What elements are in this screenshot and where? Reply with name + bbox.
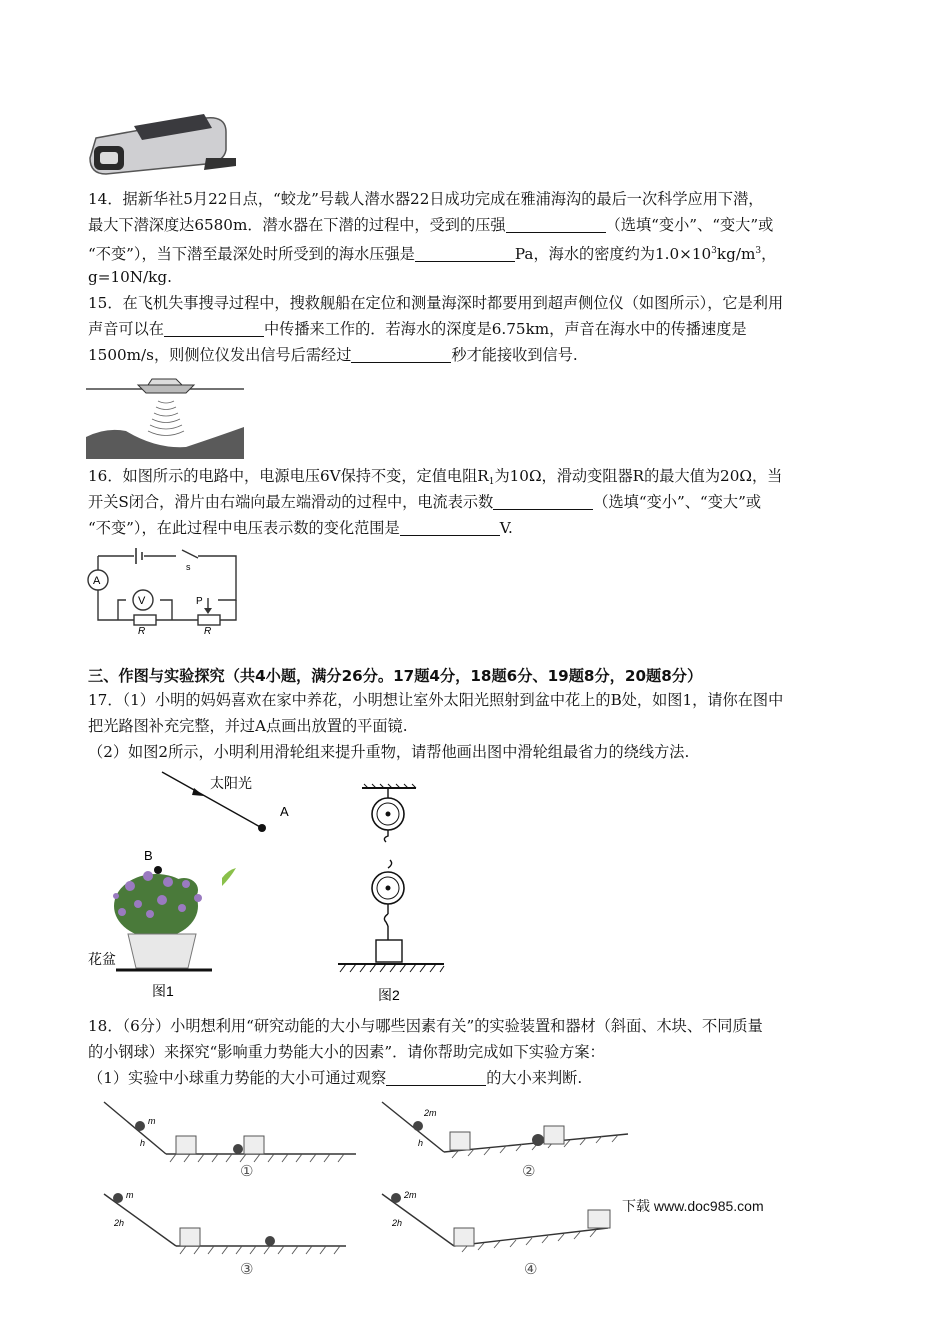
q14-blank-pa[interactable] <box>415 245 515 262</box>
q18-blank-observe[interactable] <box>386 1069 486 1086</box>
q15-line3: 1500m/s，则侧位仪发出信号后需经过 秒才能接收到信号. <box>88 346 578 364</box>
point-b-label: B <box>144 848 153 863</box>
svg-text:m: m <box>148 1116 156 1126</box>
q18-line1: 18．（6分）小明想利用“研究动能的大小与哪些因素有关”的实验装置和器材（斜面、木块、不同质量 <box>88 1017 763 1035</box>
q15-line1: 15．在飞机失事搜寻过程中，搜救舰船在定位和测量海深时都要用到超声侧位仪（如图所示），它是利用 <box>88 294 784 312</box>
panel-3-number: ③ <box>240 1261 254 1278</box>
watermark: 下载 www.doc985.com <box>622 1198 764 1214</box>
q16-line2: 开关S闭合，滑片由右端向最左端滑动的过程中，电流表示数 （选填“变小”、“变大”或 <box>88 493 762 511</box>
q15-line2: 声音可以在 中传播来工作的．若海水的深度是6.75km，声音在海水中的传播速度是 <box>88 320 747 338</box>
svg-text:h: h <box>418 1138 424 1148</box>
sonar-device-image <box>86 100 238 184</box>
sonar-ship-figure <box>86 367 246 459</box>
section-3-heading: 三、作图与实验探究（共4小题，满分26分。17题4分，18题6分、19题8分，20题8分） <box>88 667 703 685</box>
circuit-diagram <box>86 542 246 634</box>
ammeter-label: A <box>93 575 101 587</box>
experiment-panel-3 <box>100 1186 350 1278</box>
panel-4-number: ④ <box>524 1261 538 1278</box>
slider-label: P <box>196 596 203 607</box>
q16-blank-voltage[interactable] <box>400 519 500 536</box>
q16-line3: “不变”），在此过程中电压表示数的变化范围是 V. <box>88 519 513 537</box>
q15-blank-seconds[interactable] <box>351 346 451 363</box>
r-label: R <box>204 626 212 634</box>
q14-blank-pressure[interactable] <box>506 216 606 233</box>
figure-1-caption: 图1 <box>152 983 174 999</box>
q16-blank-current[interactable] <box>493 493 593 510</box>
panel-1-number: ① <box>240 1163 254 1178</box>
panel-2-number: ② <box>522 1163 536 1178</box>
figure-2-pulley <box>330 780 460 1012</box>
experiment-panel-4 <box>378 1186 628 1278</box>
q18-line2: 的小钢球）来探究“影响重力势能大小的因素”．请你帮助完成如下实验方案： <box>88 1043 605 1061</box>
svg-text:2h: 2h <box>114 1218 125 1228</box>
r1-label: R <box>138 626 146 634</box>
q14-line1: 14．据新华社5月22日点，“蛟龙”号载人潜水器22日成功完成在雅浦海沟的最后一次科学应用下潜， <box>88 190 764 208</box>
q14-line2: 最大下潜深度达6580m．潜水器在下潜的过程中，受到的压强 （选填“变小”、“变大”或 <box>88 216 774 234</box>
pot-label: 花盆 <box>88 951 116 967</box>
voltmeter-label: V <box>138 595 146 607</box>
svg-text:2m: 2m <box>424 1108 437 1118</box>
figure-1-sunlight <box>86 764 316 1012</box>
experiment-panel-2 <box>378 1096 638 1178</box>
q14-line3: “不变”），当下潜至最深处时所受到的海水压强是 Pa，海水的密度约为$1.0\times 10^3kg/m^3$， <box>88 245 777 263</box>
sunlight-label: 太阳光 <box>210 775 252 791</box>
switch-label: s <box>186 562 191 572</box>
svg-text:h: h <box>140 1138 146 1148</box>
svg-text:2h: 2h <box>392 1218 403 1228</box>
experiment-panel-1 <box>100 1096 360 1178</box>
q17-line3: （2）如图2所示，小明利用滑轮组来提升重物，请帮他画出图中滑轮组最省力的绕线方法. <box>88 743 690 761</box>
figure-2-caption: 图2 <box>378 987 400 1003</box>
q18-line3: （1）实验中小球重力势能的大小可通过观察 的大小来判断. <box>88 1069 583 1087</box>
point-a-label: A <box>280 804 289 819</box>
q17-line1: 17．（1）小明的妈妈喜欢在家中养花，小明想让室外太阳光照射到盆中花上的B处，如图1，请你在图中 <box>88 691 784 709</box>
q14-line4: g=10N/kg. <box>88 268 172 286</box>
svg-text:2m: 2m <box>404 1190 417 1200</box>
q17-line2: 把光路图补充完整，并过A点画出放置的平面镜. <box>88 717 408 735</box>
svg-text:m: m <box>126 1190 134 1200</box>
q15-blank-medium[interactable] <box>164 320 264 337</box>
q16-line1: 16．如图所示的电路中，电源电压6V保持不变，定值电阻$R_1$为10Ω，滑动变阻器R的最大值为20Ω，当 <box>88 467 783 487</box>
